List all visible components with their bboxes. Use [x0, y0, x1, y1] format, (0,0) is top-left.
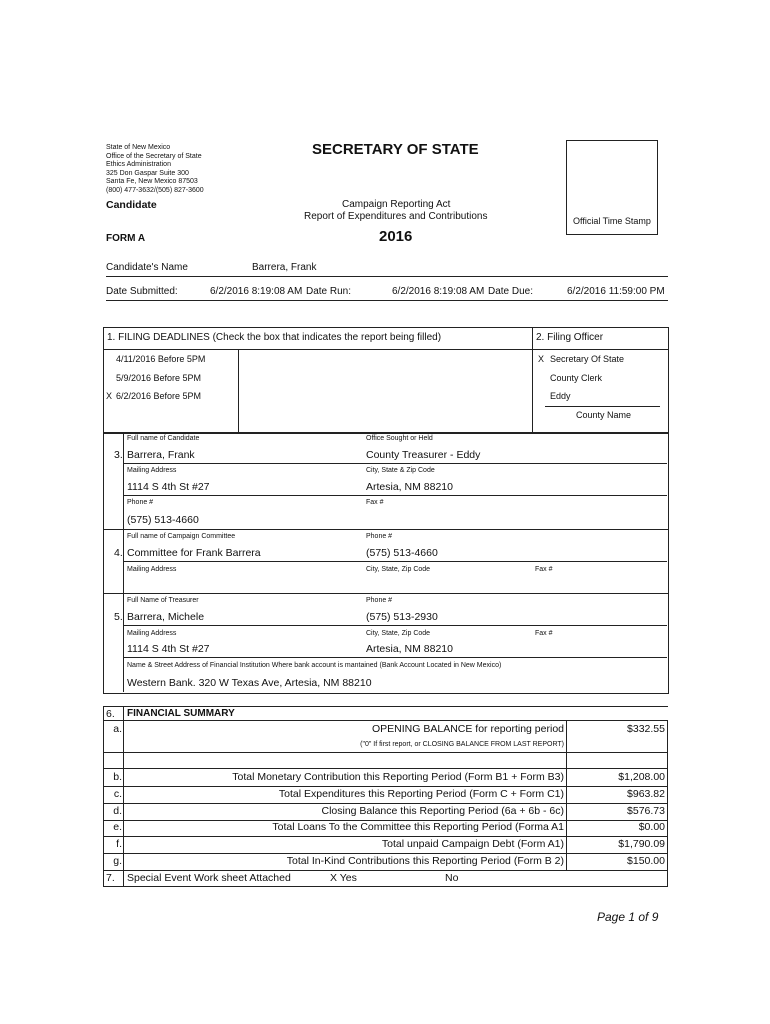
field-label: Full name of Campaign Committee: [127, 533, 236, 540]
agency-line: 325 Don Gaspar Suite 300: [106, 169, 189, 177]
date-run: 6/2/2016 8:19:08 AM: [392, 286, 485, 297]
date-submitted: 6/2/2016 8:19:08 AM: [210, 286, 303, 297]
candidate-full-name: Barrera, Frank: [127, 449, 195, 461]
divider: [103, 803, 668, 804]
summary-row-value: $1,208.00: [618, 771, 665, 783]
row-letter: f.: [116, 838, 122, 850]
divider: [103, 349, 668, 350]
agency-line: State of New Mexico: [106, 144, 171, 151]
county-value: Eddy: [550, 391, 571, 401]
field-label: Name & Street Address of Financial Institution Where bank account is mantained (Bank Account Located in New Mexico): [127, 662, 502, 669]
summary-row-label: Total Loans To the Committee this Reporting Period (Forma A1: [272, 821, 564, 833]
field-label: Fax #: [535, 630, 553, 637]
agency-line: Office of the Secretary of State: [106, 152, 202, 160]
divider: [103, 706, 668, 707]
divider: [566, 720, 567, 870]
field-label: Fax #: [366, 499, 384, 506]
divider: [103, 529, 668, 530]
opening-balance-note: ("0" If first report, or CLOSING BALANCE FROM LAST REPORT): [360, 741, 564, 748]
field-label: Phone #: [127, 499, 154, 506]
report-title: Report of Expenditures and Contributions: [304, 211, 488, 222]
divider: [123, 657, 667, 658]
divider: [103, 836, 668, 837]
divider: [123, 463, 667, 464]
divider: [103, 768, 668, 769]
agency-line: (800) 477-3632/(505) 827-3600: [106, 186, 204, 194]
opening-balance-label: OPENING BALANCE for reporting period: [372, 723, 564, 735]
summary-row-label: Total Monetary Contribution this Reporting Period (Form B1 + Form B3): [232, 771, 564, 783]
summary-title: FINANCIAL SUMMARY: [127, 708, 235, 719]
field-label: City, State & Zip Code: [366, 467, 435, 474]
summary-row-label: Total unpaid Campaign Debt (Form A1): [381, 838, 564, 850]
section-number: 5.: [114, 611, 123, 623]
divider: [106, 276, 668, 277]
deadline-label: 5/9/2016 Before 5PM: [116, 373, 202, 383]
divider: [123, 432, 124, 692]
date-due-label: Date Due:: [488, 286, 534, 297]
field-label: Mailing Address: [127, 566, 177, 573]
act-title: Campaign Reporting Act: [342, 199, 451, 210]
divider: [106, 300, 668, 301]
page-title: SECRETARY OF STATE: [312, 141, 479, 158]
summary-row-label: Closing Balance this Reporting Period (6a + 6b - 6c): [321, 805, 564, 817]
divider: [103, 870, 668, 871]
candidate-city: Artesia, NM 88210: [366, 481, 453, 493]
field-label: City, State, Zip Code: [366, 566, 431, 573]
officer-label: Secretary Of State: [550, 354, 625, 364]
candidate-heading: Candidate: [106, 199, 157, 211]
row-letter: a.: [113, 723, 122, 735]
divider: [103, 853, 668, 854]
date-submitted-label: Date Submitted:: [106, 286, 178, 297]
page-number: Page 1 of 9: [597, 910, 659, 924]
field-label: City, State, Zip Code: [366, 630, 431, 637]
committee-name: Committee for Frank Barrera: [127, 547, 261, 559]
officer-label: County Clerk: [550, 373, 603, 383]
row-letter: e.: [113, 821, 122, 833]
office-sought: County Treasurer - Eddy: [366, 449, 481, 461]
bank-address: Western Bank. 320 W Texas Ave, Artesia, NM 88210: [127, 677, 372, 689]
county-underline: [545, 406, 660, 407]
treasurer-phone: (575) 513-2930: [366, 611, 438, 623]
divider: [123, 625, 667, 626]
special-event-label: Special Event Work sheet Attached: [127, 872, 291, 884]
field-label: Fax #: [535, 566, 553, 573]
divider: [103, 720, 668, 721]
summary-row-value: $1,790.09: [618, 838, 665, 850]
divider: [103, 886, 668, 887]
divider: [532, 327, 533, 349]
field-label: Mailing Address: [127, 630, 177, 637]
candidate-phone: (575) 513-4660: [127, 514, 199, 526]
divider: [103, 752, 668, 753]
date-due: 6/2/2016 11:59:00 PM: [567, 286, 665, 297]
agency-line: Ethics Administration: [106, 161, 171, 169]
field-label: Phone #: [366, 533, 393, 540]
candidate-name-label: Candidate's Name: [106, 262, 188, 273]
candidate-name: Barrera, Frank: [252, 262, 317, 273]
treasurer-city: Artesia, NM 88210: [366, 643, 453, 655]
field-label: Office Sought or Held: [366, 435, 433, 442]
committee-phone: (575) 513-4660: [366, 547, 438, 559]
divider: [532, 349, 533, 432]
officer-checkbox[interactable]: X: [538, 354, 545, 364]
summary-row-label: Total Expenditures this Reporting Period (Form C + Form C1): [278, 788, 564, 800]
opening-balance-value: $332.55: [627, 723, 665, 735]
filing-deadlines-header: 1. FILING DEADLINES (Check the box that indicates the report being filled): [107, 332, 442, 343]
deadline-label: 4/11/2016 Before 5PM: [116, 354, 206, 364]
agency-line: Santa Fe, New Mexico 87503: [106, 178, 198, 186]
date-run-label: Date Run:: [306, 286, 352, 297]
form-label: FORM A: [106, 233, 146, 244]
field-label: Mailing Address: [127, 467, 177, 474]
section-number: 3.: [114, 449, 123, 461]
section-number: 7.: [106, 872, 115, 884]
filing-officer-header: 2. Filing Officer: [536, 332, 604, 343]
deadline-checkbox[interactable]: X: [106, 391, 113, 401]
divider: [103, 593, 668, 594]
treasurer-mailing-address: 1114 S 4th St #27: [127, 643, 210, 655]
divider: [238, 349, 239, 432]
section-number: 4.: [114, 547, 123, 559]
summary-row-value: $150.00: [627, 855, 665, 867]
county-name-label: County Name: [576, 410, 632, 420]
row-letter: b.: [113, 771, 122, 783]
summary-row-value: $963.82: [627, 788, 665, 800]
summary-row-label: Total In-Kind Contributions this Reporting Period (Form B 2): [286, 855, 564, 867]
section-number: 6.: [106, 708, 115, 720]
special-event-no[interactable]: No: [445, 872, 459, 884]
agency-address: [106, 144, 204, 196]
treasurer-name: Barrera, Michele: [127, 611, 205, 623]
row-letter: d.: [113, 805, 122, 817]
field-label: Full Name of Treasurer: [127, 597, 199, 604]
field-label: Full name of Candidate: [127, 435, 200, 442]
special-event-yes[interactable]: X Yes: [330, 872, 357, 884]
report-year: 2016: [379, 228, 413, 245]
official-time-stamp-box: [566, 140, 658, 235]
row-letter: c.: [113, 788, 122, 800]
summary-row-value: $576.73: [627, 805, 665, 817]
candidate-mailing-address: 1114 S 4th St #27: [127, 481, 210, 493]
time-stamp-label: Official Time Stamp: [573, 216, 651, 226]
field-label: Phone #: [366, 597, 393, 604]
divider: [123, 561, 667, 562]
row-letter: g.: [113, 855, 122, 867]
summary-row-value: $0.00: [638, 821, 665, 833]
deadline-label: 6/2/2016 Before 5PM: [116, 391, 202, 401]
divider: [123, 495, 667, 496]
divider: [103, 786, 668, 787]
